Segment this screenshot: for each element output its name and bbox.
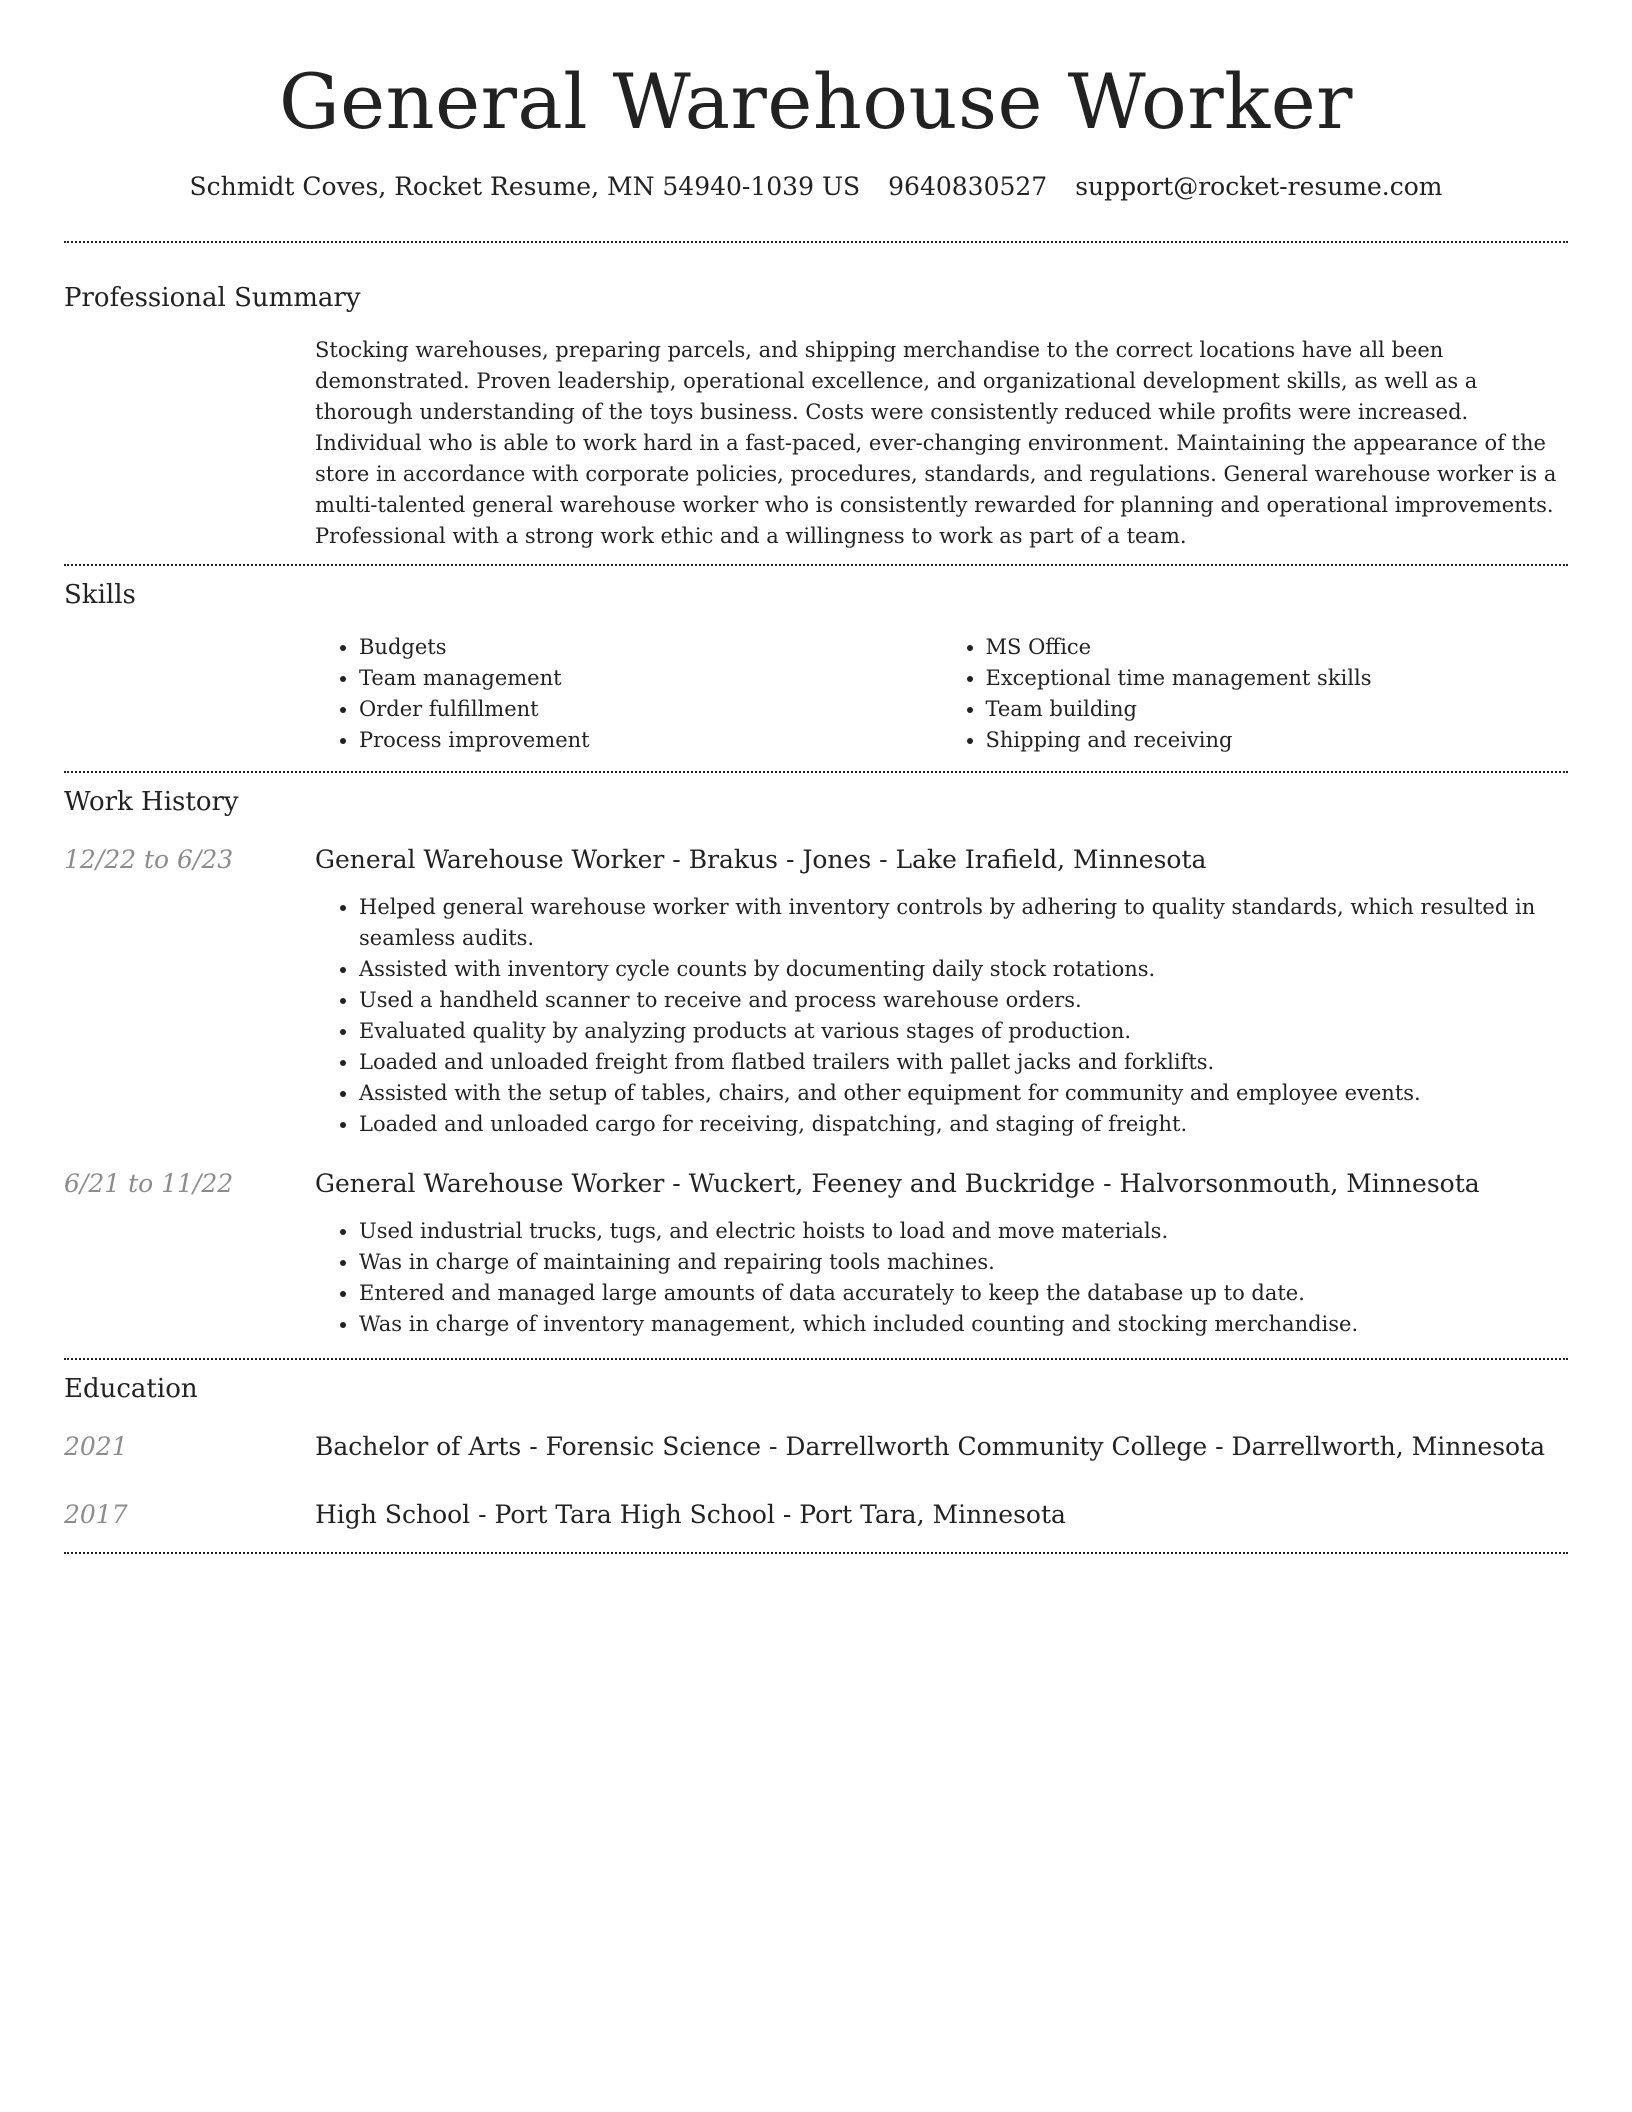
job-bullet: • Used a handheld scanner to receive and process warehouse orders. bbox=[359, 985, 1568, 1016]
job-bullet: • Used industrial trucks, tugs, and electric hoists to load and move materials. bbox=[359, 1216, 1568, 1247]
skill-item: • Order fulfillment bbox=[359, 694, 942, 725]
job-bullet: • Assisted with the setup of tables, chairs, and other equipment for community and employee events. bbox=[359, 1078, 1568, 1109]
job-bullet: • Entered and managed large amounts of data accurately to keep the database up to date. bbox=[359, 1278, 1568, 1309]
education-entry bbox=[64, 1430, 1568, 1464]
education-year: 2017 bbox=[64, 1500, 128, 1529]
education-degree: Bachelor of Arts - Forensic Science bbox=[315, 1432, 762, 1461]
resume-page bbox=[64, 0, 1568, 1554]
job-bullets bbox=[315, 1216, 1568, 1340]
job-bullet: • Helped general warehouse worker with inventory controls by adhering to quality standards, which resulted in seamless audits. bbox=[359, 892, 1568, 954]
contact-phone: 9640830527 bbox=[888, 172, 1048, 201]
education-section bbox=[64, 1360, 1568, 1532]
education-heading-line bbox=[315, 1498, 1066, 1532]
job-role: General Warehouse Worker bbox=[315, 1169, 665, 1198]
summary-text: Stocking warehouses, preparing parcels, and shipping merchandise to the correct locations have all been demonstrated. Proven leadership, operational excellence, and organizational development skills, as well as a thorough understanding of the toys business. Costs were consistently reduced while profits were increased. Individual who is able to work hard in a fast-paced, ever-changing environment. Maintaining the appearance of the store in accordance with corporate policies, procedures, standards, and regulations. General warehouse worker is a multi-talented general warehouse worker who is consistently rewarded for planning and operational improvements. Professional with a strong work ethic and a willingness to work as part of a team. bbox=[315, 338, 1557, 548]
education-heading: Education bbox=[64, 1374, 198, 1404]
job-bullet: • Evaluated quality by analyzing products at various stages of production. bbox=[359, 1016, 1568, 1047]
skills-list-left bbox=[315, 632, 942, 756]
job-details: - Wuckert, Feeney and Buckridge - Halvorsonmouth, Minnesota bbox=[664, 1169, 1480, 1198]
skill-item: • Team management bbox=[359, 663, 942, 694]
skill-item: • Team building bbox=[986, 694, 1569, 725]
job-heading bbox=[315, 1167, 1480, 1201]
work-section bbox=[64, 773, 1568, 1340]
candidate-name: General Warehouse Worker bbox=[278, 57, 1354, 146]
skills-section bbox=[64, 566, 1568, 756]
job-bullet: • Was in charge of maintaining and repairing tools machines. bbox=[359, 1247, 1568, 1278]
contact-line bbox=[64, 170, 1568, 204]
job-bullets bbox=[315, 892, 1568, 1140]
skills-heading: Skills bbox=[64, 580, 136, 610]
job-entry bbox=[64, 1167, 1568, 1340]
job-dates: 12/22 to 6/23 bbox=[64, 845, 234, 874]
education-heading-line bbox=[315, 1430, 1545, 1464]
job-bullet: • Loaded and unloaded freight from flatbed trailers with pallet jacks and forklifts. bbox=[359, 1047, 1568, 1078]
education-entry bbox=[64, 1498, 1568, 1532]
job-entry bbox=[64, 843, 1568, 1140]
job-role: General Warehouse Worker bbox=[315, 845, 665, 874]
summary-heading: Professional Summary bbox=[64, 283, 361, 313]
job-dates: 6/21 to 11/22 bbox=[64, 1169, 234, 1198]
job-bullet: • Loaded and unloaded cargo for receiving, dispatching, and staging of freight. bbox=[359, 1109, 1568, 1140]
summary-section bbox=[64, 243, 1568, 552]
job-heading bbox=[315, 843, 1206, 877]
job-bullet: • Assisted with inventory cycle counts by documenting daily stock rotations. bbox=[359, 954, 1568, 985]
work-heading: Work History bbox=[64, 787, 239, 817]
skill-item: • MS Office bbox=[986, 632, 1569, 663]
job-bullet: • Was in charge of inventory management, which included counting and stocking merchandise. bbox=[359, 1309, 1568, 1340]
skill-item: • Shipping and receiving bbox=[986, 725, 1569, 756]
job-details: - Brakus - Jones - Lake Irafield, Minnesota bbox=[664, 845, 1207, 874]
education-details: - Port Tara High School - Port Tara, Minnesota bbox=[470, 1500, 1066, 1529]
skills-list-right bbox=[942, 632, 1569, 756]
education-degree: High School bbox=[315, 1500, 471, 1529]
education-details: - Darrellworth Community College - Darrellworth, Minnesota bbox=[761, 1432, 1546, 1461]
skill-item: • Budgets bbox=[359, 632, 942, 663]
education-year: 2021 bbox=[64, 1432, 128, 1461]
contact-address: Schmidt Coves, Rocket Resume, MN 54940-1039 US bbox=[189, 172, 861, 201]
section-divider bbox=[64, 1552, 1568, 1554]
contact-email[interactable]: support@rocket-resume.com bbox=[1075, 172, 1443, 201]
skill-item: • Process improvement bbox=[359, 725, 942, 756]
skill-item: • Exceptional time management skills bbox=[986, 663, 1569, 694]
